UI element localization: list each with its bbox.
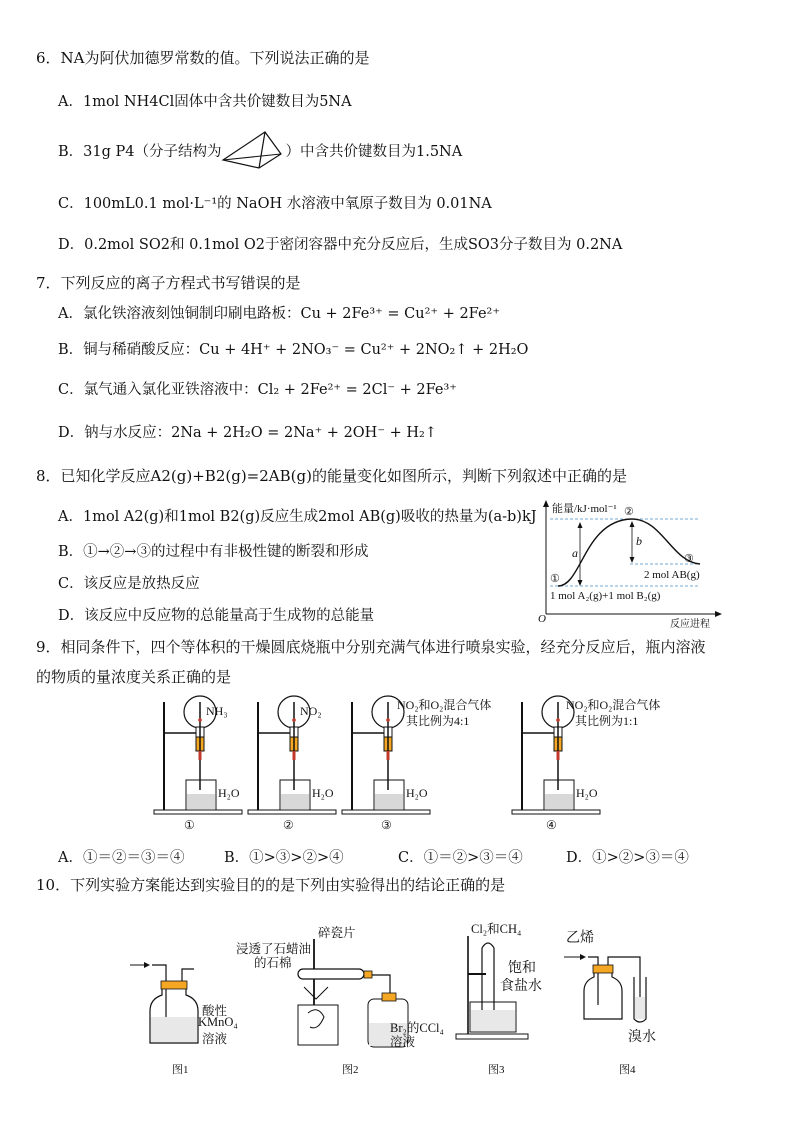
gas-label-1: NH₃ xyxy=(206,704,228,718)
setup-number-1: ① xyxy=(184,818,195,832)
water-label-3: H₂O xyxy=(406,786,428,800)
q9-option-a: A．①＝②＝③＝④ xyxy=(58,850,185,866)
setup-number-2: ② xyxy=(283,818,294,832)
fig1-caption: 图1 xyxy=(172,1064,189,1076)
q6-option-b xyxy=(58,142,462,162)
q6-option-a: A．1mol NH4Cl固体中含共价键数目为5NA xyxy=(58,94,352,110)
q6-stem: 6．NA为阿伏加德罗常数的值。下列说法正确的是 xyxy=(36,49,370,67)
fig2-chip-label: 碎瓷片 xyxy=(318,926,356,940)
water-label-4: H₂O xyxy=(576,786,598,800)
point-1-label: ① xyxy=(550,573,560,585)
gas-label-3b: 其比例为4:1 xyxy=(406,714,470,728)
fountain-setup-2 xyxy=(244,692,344,832)
q8-option-a: A．1mol A2(g)和1mol B2(g)反应生成2mol AB(g)吸收的热量为(a-b)kJ xyxy=(58,509,537,525)
q6-option-b-post: ）中含共价键数目为1.5NA xyxy=(285,144,463,160)
fig3-water-label-1: 饱和 xyxy=(508,961,536,976)
water-label-2: H₂O xyxy=(312,786,334,800)
q6-option-d: D．0.2mol SO2和 0.1mol O2于密闭容器中充分反应后，生成SO3分子数目为 0.2NA xyxy=(58,237,623,253)
fig3-water-label-2: 食盐水 xyxy=(500,979,542,994)
reactants-label: 1 mol A₂(g)+1 mol B₂(g) xyxy=(550,590,661,602)
q9-option-b: B．①>③>②>④ xyxy=(224,850,344,866)
q6-option-b-pre: B．31g P4（分子结构为 xyxy=(58,144,222,160)
fig2-br-label-1: Br₂的CCl₄ xyxy=(390,1021,444,1035)
a-label: a xyxy=(572,546,578,560)
fig2-wax-label-1: 浸透了石蜡油 xyxy=(236,942,312,956)
q6-option-c: C．100mL0.1 mol·L⁻¹的 NaOH 水溶液中氧原子数目为 0.01NA xyxy=(58,196,492,212)
fig2-caption: 图2 xyxy=(342,1064,359,1076)
gas-label-4b: 其比例为1:1 xyxy=(575,714,639,728)
gas-label-4a: NO₂和O₂混合气体 xyxy=(566,698,661,712)
q8-stem: 8．已知化学反应A2(g)+B2(g)=2AB(g)的能量变化如图所示，判断下列叙述中正确的是 xyxy=(36,467,627,485)
q7-option-c: C．氯气通入氯化亚铁溶液中：Cl₂ + 2Fe²⁺ = 2Cl⁻ + 2Fe³⁺ xyxy=(58,382,457,398)
setup-number-4: ④ xyxy=(546,818,557,832)
fig3-gas-label: Cl₂和CH₄ xyxy=(471,922,522,936)
energy-diagram xyxy=(532,496,724,628)
q7-option-a: A．氯化铁溶液刻蚀铜制印刷电路板：Cu + 2Fe³⁺ = Cu²⁺ + 2Fe²⁺ xyxy=(58,306,500,322)
q9-stem-line2: 的物质的量浓度关系正确的是 xyxy=(36,668,232,686)
energy-axis-label: 能量/kJ·mol⁻¹ xyxy=(552,503,617,515)
reaction-progress-label: 反应进程 xyxy=(670,619,710,630)
fig4-water-label: 溴水 xyxy=(628,1030,656,1045)
setup-number-3: ③ xyxy=(381,818,392,832)
p4-tetrahedron-icon xyxy=(221,142,285,162)
q10-stem: 10．下列实验方案能达到实验目的的是下列由实验得出的结论正确的是 xyxy=(36,876,506,894)
water-label-1: H₂O xyxy=(218,786,240,800)
q8-option-d: D．该反应中反应物的总能量高于生成物的总能量 xyxy=(58,608,375,624)
gas-label-3a: NO₂和O₂混合气体 xyxy=(397,698,492,712)
q9-option-d: D．①>②>③＝④ xyxy=(566,850,689,866)
point-2-label: ② xyxy=(624,506,634,518)
fig3-caption: 图3 xyxy=(488,1064,505,1076)
fig2-wax-label-2: 的石棉 xyxy=(254,956,292,970)
fig4-gas-label: 乙烯 xyxy=(566,931,594,946)
fig4-bromine-setup xyxy=(562,945,662,1025)
fig4-caption: 图4 xyxy=(619,1064,636,1076)
b-label: b xyxy=(636,534,642,548)
point-3-label: ③ xyxy=(684,553,694,565)
products-label: 2 mol AB(g) xyxy=(644,569,700,581)
fig1-label-3: 溶液 xyxy=(202,1032,228,1046)
fountain-setup-1 xyxy=(150,692,250,832)
fig1-label-2: KMnO₄ xyxy=(198,1015,238,1029)
gas-label-2: NO₂ xyxy=(300,704,322,718)
q7-option-b: B．铜与稀硝酸反应：Cu + 4H⁺ + 2NO₃⁻ = Cu²⁺ + 2NO₂↑ + 2H₂O xyxy=(58,342,529,358)
fig1-label-1: 酸性 xyxy=(202,1004,228,1018)
q9-option-c: C．①＝②>③＝④ xyxy=(398,850,523,866)
q8-option-c: C．该反应是放热反应 xyxy=(58,576,200,592)
q7-option-d: D．钠与水反应：2Na + 2H₂O = 2Na⁺ + 2OH⁻ + H₂↑ xyxy=(58,425,437,441)
q8-option-b: B．①→②→③的过程中有非极性键的断裂和形成 xyxy=(58,544,369,560)
q9-stem-line1: 9．相同条件下，四个等体积的干燥圆底烧瓶中分别充满气体进行喷泉实验，经充分反应后，瓶内溶液 xyxy=(36,638,706,656)
q7-stem: 7．下列反应的离子方程式书写错误的是 xyxy=(36,274,301,292)
origin-label: O xyxy=(538,613,546,625)
fig2-br-label-2: 溶液 xyxy=(390,1035,416,1049)
